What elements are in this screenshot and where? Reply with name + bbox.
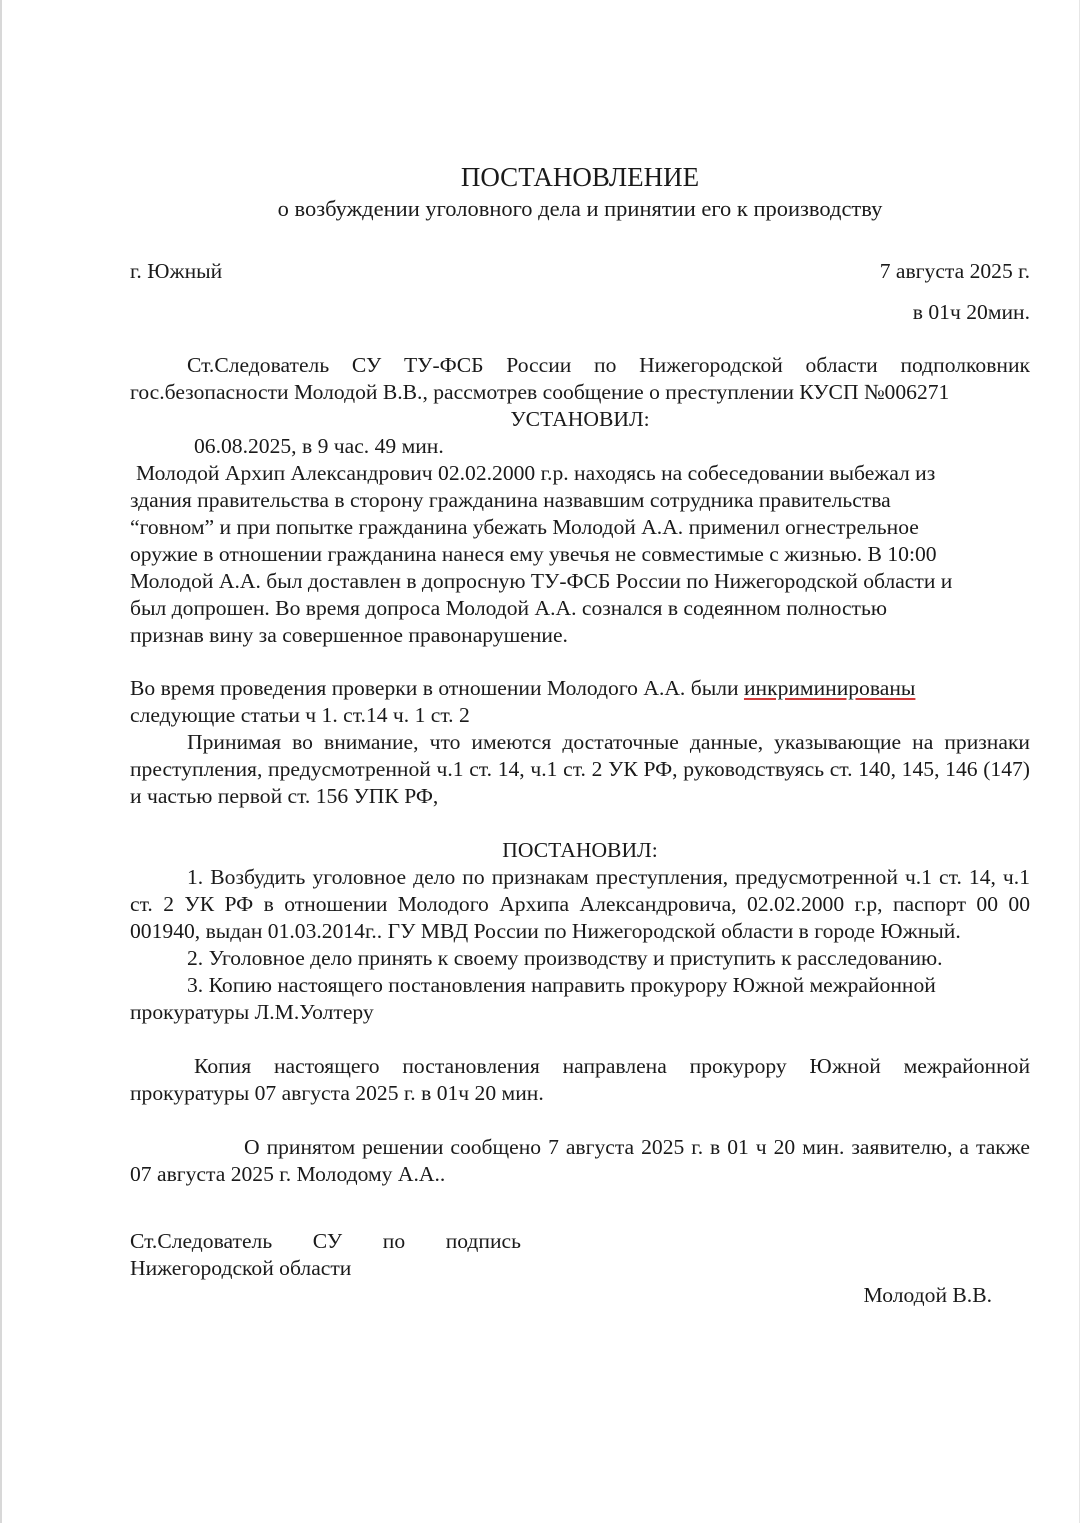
signature-line-1 [130,1228,521,1255]
signature-word: СУ [312,1229,343,1253]
check-paragraph [130,675,1030,702]
resolved-item-3-line-1: 3. Копию настоящего постановления направить прокурору Южной межрайонной [187,973,936,997]
signature-word: по [382,1229,406,1253]
resolved-item-2: 2. Уголовное дело принять к своему производству и приступить к расследованию. [187,946,943,970]
considering-paragraph: Принимая во внимание, что имеются достаточные данные, указывающие на признаки преступления, предусмотренной ч.1 ст. 14, ч.1 ст. 2 УК РФ, руководствуясь ст. 140, 145, 146 (147) и частью первой ст. 156 УПК РФ, [130,730,1030,808]
signature-word: подпись [445,1229,521,1253]
place-date-row [130,258,1030,285]
facts-line: Молодой Архип Александрович 02.02.2000 г.р. находясь на собеседовании выбежал из [136,461,936,485]
intro-paragraph: Ст.Следователь СУ ТУ-ФСБ России по Нижегородской области подполковник гос.безопасности Молодой В.В., рассмотрев сообщение о преступлении КУСП №006271 [130,353,1030,404]
document-subtitle: о возбуждении уголовного дела и принятии его к производству [277,196,883,221]
facts-line: здания правительства в сторону гражданина назвавшим сотрудника правительства [130,488,891,512]
resolved-heading: ПОСТАНОВИЛ: [502,838,658,862]
facts-line: был допрошен. Во время допроса Молодой А.А. сознался в содеянном полностью [130,596,887,620]
facts-line: Молодой А.А. был доставлен в допросную ТУ-ФСБ России по Нижегородской области и [130,569,953,593]
time: в 01ч 20мин. [912,300,1030,324]
signature-line-2: Нижегородской области [130,1256,352,1280]
facts-line: признав вину за совершенное правонарушение. [130,623,568,647]
established-facts [130,460,1030,649]
signature-name: Молодой В.В. [863,1283,992,1307]
date: 7 августа 2025 г. [879,259,1030,283]
established-heading: УСТАНОВИЛ: [510,407,650,431]
signature-block [130,1228,1030,1309]
document-title: ПОСТАНОВЛЕНИЕ [460,162,700,192]
established-datetime: 06.08.2025, в 9 час. 49 мин. [194,434,444,458]
copy-sent-paragraph: Копия настоящего постановления направлена прокурору Южной межрайонной прокуратуры 07 августа 2025 г. в 01ч 20 мин. [130,1054,1030,1105]
check-text: Во время проведения проверки в отношении Молодого А.А. были [130,676,744,700]
document-body [130,160,1030,1309]
spellcheck-underlined-word: инкриминированы [743,676,916,700]
check-articles: следующие статьи ч 1. ст.14 ч. 1 ст. 2 [130,703,470,727]
facts-line: “говном” и при попытке гражданина убежать Молодой А.А. применил огнестрельное [130,515,919,539]
resolved-item-3-line-2: прокуратуры Л.М.Уолтеру [130,1000,374,1024]
city: г. Южный [130,259,223,283]
resolved-item-1: 1. Возбудить уголовное дело по признакам преступления, предусмотренной ч.1 ст. 14, ч.1 ст. 2 УК РФ в отношении Молодого Архипа Александровича, 02.02.2000 г.р, паспорт 00 00 001940, выдан 01.03.2014г.. ГУ МВД России по Нижегородской области в городе Южный. [130,865,1030,943]
facts-line: оружие в отношении гражданина нанеся ему увечья не совместимые с жизнью. В 10:00 [130,542,937,566]
notified-paragraph: О принятом решении сообщено 7 августа 2025 г. в 01 ч 20 мин. заявителю, а также 07 августа 2025 г. Молодому А.А.. [130,1135,1030,1186]
signature-word: Ст.Следователь [130,1229,273,1253]
